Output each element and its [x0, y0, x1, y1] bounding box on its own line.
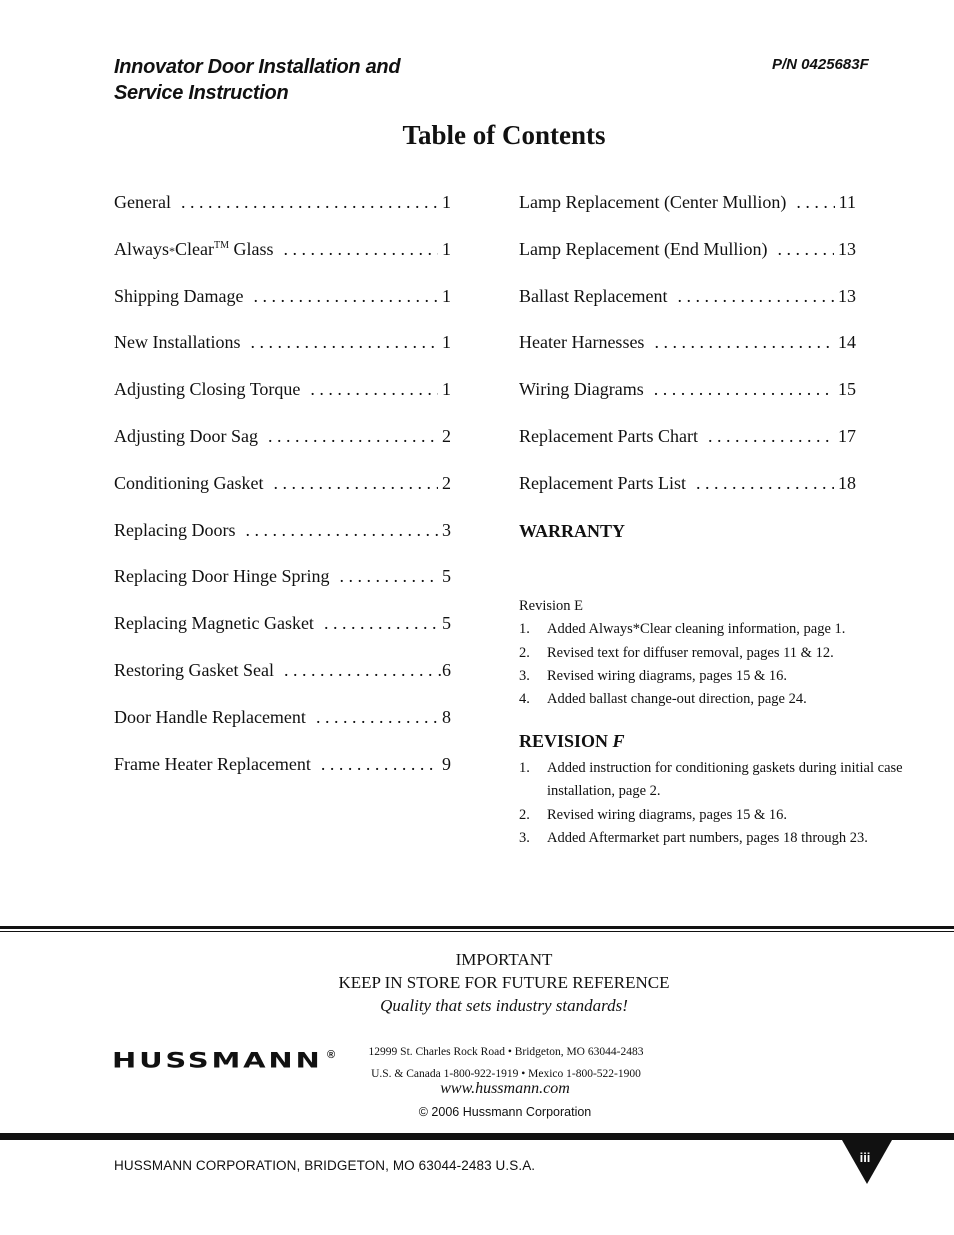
toc-entry: Replacing Door Hinge Spring . . . 5: [114, 566, 451, 613]
toc-entry: Adjusting Closing Torque . . . 1: [114, 379, 451, 426]
warranty-heading: WARRANTY: [519, 521, 626, 541]
phone-numbers: U.S. & Canada 1-800-922-1919 • Mexico 1-800-522-1900: [371, 1068, 641, 1080]
document-title: [114, 54, 400, 106]
revision-e-label: Revision E: [519, 598, 584, 614]
revision-f-heading: REVISION F: [519, 731, 625, 751]
street-address: 12999 St. Charles Rock Road • Bridgeton, MO 63044-2483: [368, 1046, 644, 1058]
list-item: 3. Added Aftermarket part numbers, pages 18 through 23.: [519, 829, 868, 846]
toc-entry: Lamp Replacement (Center Mullion) . . . 11: [519, 192, 856, 239]
list-item: 3. Revised wiring diagrams, pages 15 & 16.: [519, 667, 788, 684]
hussmann-logo: HUSSMANN: [112, 1048, 323, 1073]
toc-left-column: [114, 192, 451, 800]
corporate-footer: HUSSMANN CORPORATION, BRIDGETON, MO 63044-2483 U.S.A.: [114, 1158, 536, 1173]
divider: [0, 926, 954, 929]
page-title: Table of Contents: [402, 120, 606, 150]
important-notice: [0, 948, 954, 1017]
toc-entry: Door Handle Replacement . . . 8: [114, 707, 451, 754]
website-link[interactable]: www.hussmann.com: [440, 1080, 570, 1097]
document-title-line2: Service Instruction: [114, 82, 289, 104]
footer-bar: [0, 1133, 954, 1140]
page-number: iii: [859, 1150, 871, 1165]
toc-entry: Replacing Magnetic Gasket . . . 5: [114, 613, 451, 660]
part-number: P/N 0425683F: [772, 56, 869, 73]
list-item: 4. Added ballast change-out direction, page 24.: [519, 691, 807, 708]
list-item: 2. Revised text for diffuser removal, pages 11 & 12.: [519, 644, 834, 661]
registered-mark: ®: [327, 1049, 336, 1061]
divider: [0, 931, 954, 932]
company-address: [356, 1041, 656, 1085]
toc-entry: General . . . 1: [114, 192, 451, 239]
toc-entry: Replacement Parts Chart . . . 17: [519, 426, 856, 473]
toc-right-column: [519, 192, 856, 520]
keep-in-store-label: KEEP IN STORE FOR FUTURE REFERENCE: [338, 973, 670, 992]
list-item: 1. Added Always*Clear cleaning information, page 1.: [519, 621, 846, 638]
toc-entry: Replacement Parts List . . . 18: [519, 473, 856, 520]
toc-entry: Lamp Replacement (End Mullion) . . . 13: [519, 239, 856, 286]
toc-entry: Heater Harnesses . . . 14: [519, 332, 856, 379]
toc-entry: Wiring Diagrams . . . 15: [519, 379, 856, 426]
toc-entry: Shipping Damage . . . 1: [114, 286, 451, 333]
tagline: Quality that sets industry standards!: [380, 996, 628, 1015]
document-title-line1: Innovator Door Installation and: [114, 56, 401, 78]
toc-entry: Ballast Replacement . . . 13: [519, 286, 856, 333]
toc-entry: Always*Clear™ Glass . . . 1: [114, 239, 451, 286]
important-label: IMPORTANT: [455, 950, 553, 969]
list-item: 1. Added instruction for conditioning gaskets during initial case installation, page 2.: [519, 760, 903, 800]
toc-entry: Restoring Gasket Seal . . . .6: [114, 660, 451, 707]
revision-e-notes: [519, 595, 919, 711]
toc-entry: Adjusting Door Sag . . . 2: [114, 426, 451, 473]
list-item: 2. Revised wiring diagrams, pages 15 & 16.: [519, 806, 788, 823]
revision-f-notes: [519, 757, 939, 850]
copyright: © 2006 Hussmann Corporation: [418, 1105, 592, 1119]
toc-entry: New Installations . . . 1: [114, 332, 451, 379]
toc-entry: Conditioning Gasket . . . 2: [114, 473, 451, 520]
toc-entry: Replacing Doors . . . 3: [114, 520, 451, 567]
toc-entry: Frame Heater Replacement . . . 9: [114, 754, 451, 801]
